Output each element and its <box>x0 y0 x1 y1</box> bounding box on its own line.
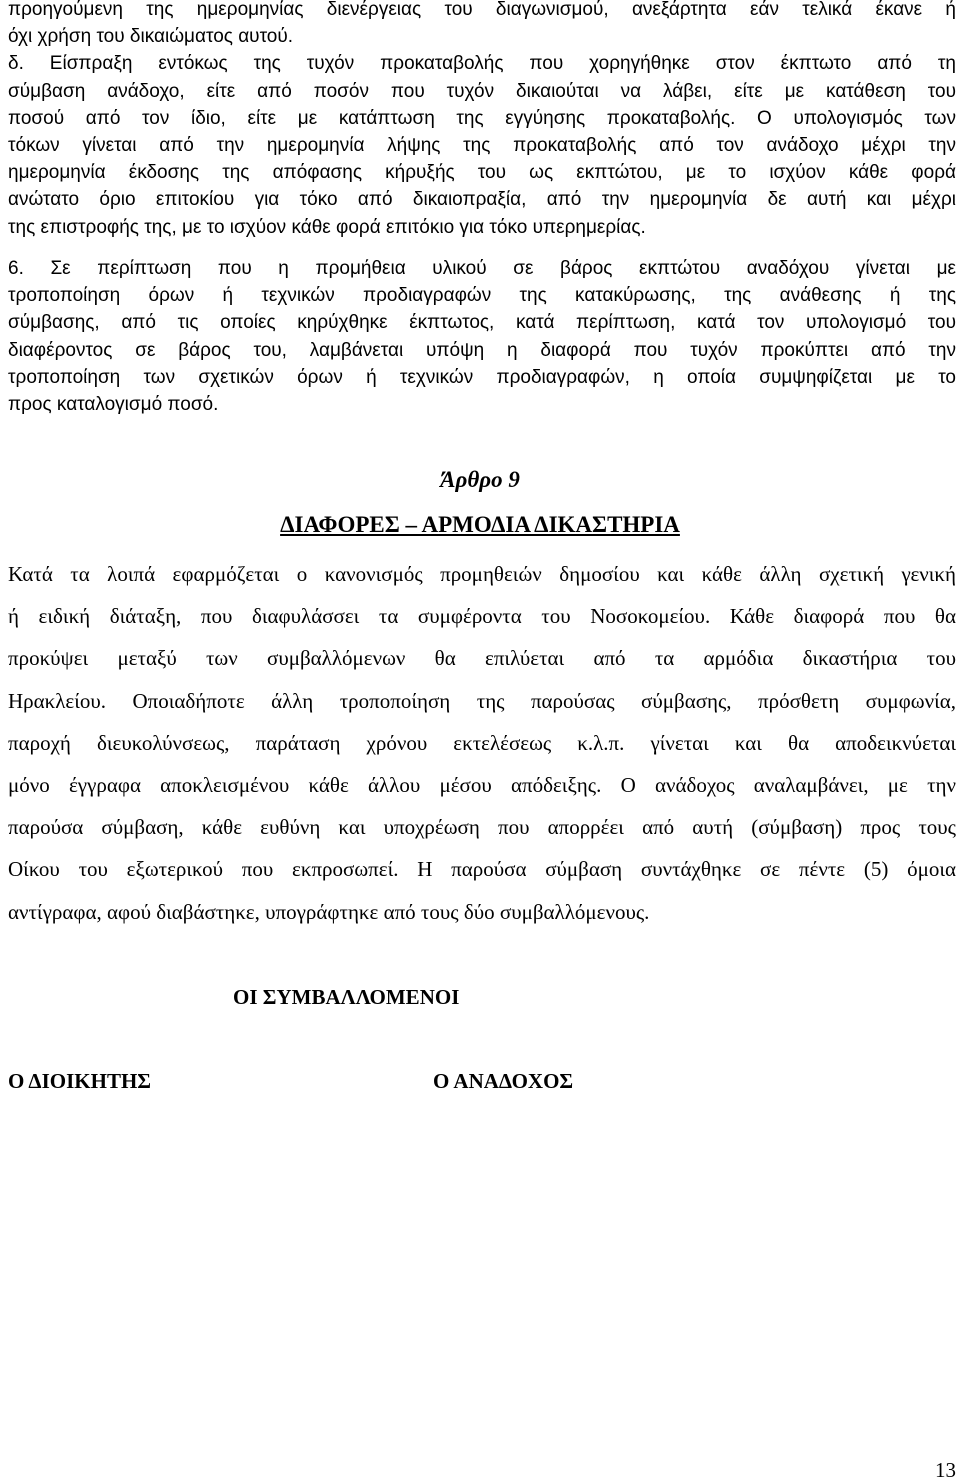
text-line: διαφέροντος σε βάρος του, λαμβάνεται υπόψη η διαφορά που τυχόν προκύπτει από την <box>8 339 956 361</box>
text-line: τροποποίηση των σχετικών όρων ή τεχνικών προδιαγραφών, η οποία συμψηφίζεται με το <box>8 366 956 388</box>
text-line: σύμβαση ανάδοχο, είτε από ποσόν που τυχόν δικαιούται να λάβει, είτε με κατάθεση του <box>8 80 956 102</box>
text-line: αντίγραφα, αφού διαβάστηκε, υπογράφτηκε από τους δύο συμβαλλόμενους. <box>8 899 650 924</box>
text-line: ανώτατο όριο επιτοκίου για τόκο από δικαιοπραξία, από την ημερομηνία δε αυτή και μέχρι <box>8 189 956 211</box>
text-line: δ. Είσπραξη εντόκως της τυχόν προκαταβολής που χορηγήθηκε στον έκπτωτο από τη <box>8 53 956 75</box>
text-line: μόνο έγγραφα αποκλεισμένου κάθε άλλου μέσου απόδειξης. Ο ανάδοχος αναλαμβάνει, με την <box>8 773 956 798</box>
article-body <box>8 553 956 933</box>
text-line: προς καταλογισμό ποσό. <box>8 394 219 416</box>
text-line: της επιστροφής της, με το ισχύον κάθε φορά επιτόκιο για τόκο υπερημερίας. <box>8 216 646 238</box>
article-number: Άρθρο 9 <box>440 467 520 492</box>
paragraph-penalties-continued <box>8 0 956 241</box>
paragraph-six <box>8 255 956 418</box>
signature-contractor: Ο ΑΝΑΔΟΧΟΣ <box>433 1069 574 1093</box>
text-line: όχι χρήση του δικαιώματος αυτού. <box>8 26 294 48</box>
text-line: παρούσα σύμβαση, κάθε ευθύνη και υποχρέωση που απορρέει από αυτή (σύμβαση) προς τους <box>8 815 956 840</box>
text-line: Κατά τα λοιπά εφαρμόζεται ο κανονισμός προμηθειών δημοσίου και κάθε άλλη σχετική γενική <box>8 562 956 586</box>
text-line: σύμβασης, από τις οποίες κηρύχθηκε έκπτωτος, κατά περίπτωση, κατά τον υπολογισμό του <box>8 312 956 334</box>
page-number: 13 <box>935 1458 956 1482</box>
text-line: ημερομηνία έκδοσης της απόφασης κήρυξής του ως εκπτώτου, με το ισχύον κάθε φορά <box>8 162 956 184</box>
text-line: προκύψει μεταξύ των συμβαλλόμενων θα επιλύεται από τα αρμόδια δικαστήρια του <box>8 646 956 671</box>
text-line: Ηρακλείου. Οποιαδήποτε άλλη τροποποίηση της παρούσας σύμβασης, πρόσθετη συμφωνία, <box>8 688 956 713</box>
text-line: ποσού από τον ίδιο, είτε με κατάπτωση της εγγύησης προκαταβολής. Ο υπολογισμός των <box>8 107 956 129</box>
text-line: Οίκου του εξωτερικού που εκπροσωπεί. Η παρούσα σύμβαση συντάχθηκε σε πέντε (5) όμοια <box>8 857 956 882</box>
text-line: τροποποίηση όρων ή τεχνικών προδιαγραφών της κατακύρωσης, της ανάθεσης ή της <box>8 285 956 307</box>
signature-director: Ο ΔΙΟΙΚΗΤΗΣ <box>8 1069 152 1093</box>
text-line: ή ειδική διάταξη, που διαφυλάσσει τα συμφέροντα του Νοσοκομείου. Κάθε διαφορά που θα <box>8 604 956 629</box>
text-line: παροχή διευκολύνσεως, παράταση χρόνου εκτελέσεως κ.λ.π. γίνεται και θα αποδεικνύεται <box>8 730 956 755</box>
signatures-heading: ΟΙ ΣΥΜΒΑΛΛΟΜΕΝΟΙ <box>233 985 460 1009</box>
text-line: τόκων γίνεται από την ημερομηνία λήψης της προκαταβολής από τον ανάδοχο μέχρι την <box>8 135 956 157</box>
text-line: προηγούμενη της ημερομηνίας διενέργειας του διαγωνισμού, ανεξάρτητα εάν τελικά έκανε ή <box>8 0 956 20</box>
article-title: ΔΙΑΦΟΡΕΣ – ΑΡΜΟΔΙΑ ΔΙΚΑΣΤΗΡΙΑ <box>280 512 680 537</box>
text-line: 6. Σε περίπτωση που η προμήθεια υλικού σε βάρος εκπτώτου αναδόχου γίνεται με <box>8 258 956 279</box>
